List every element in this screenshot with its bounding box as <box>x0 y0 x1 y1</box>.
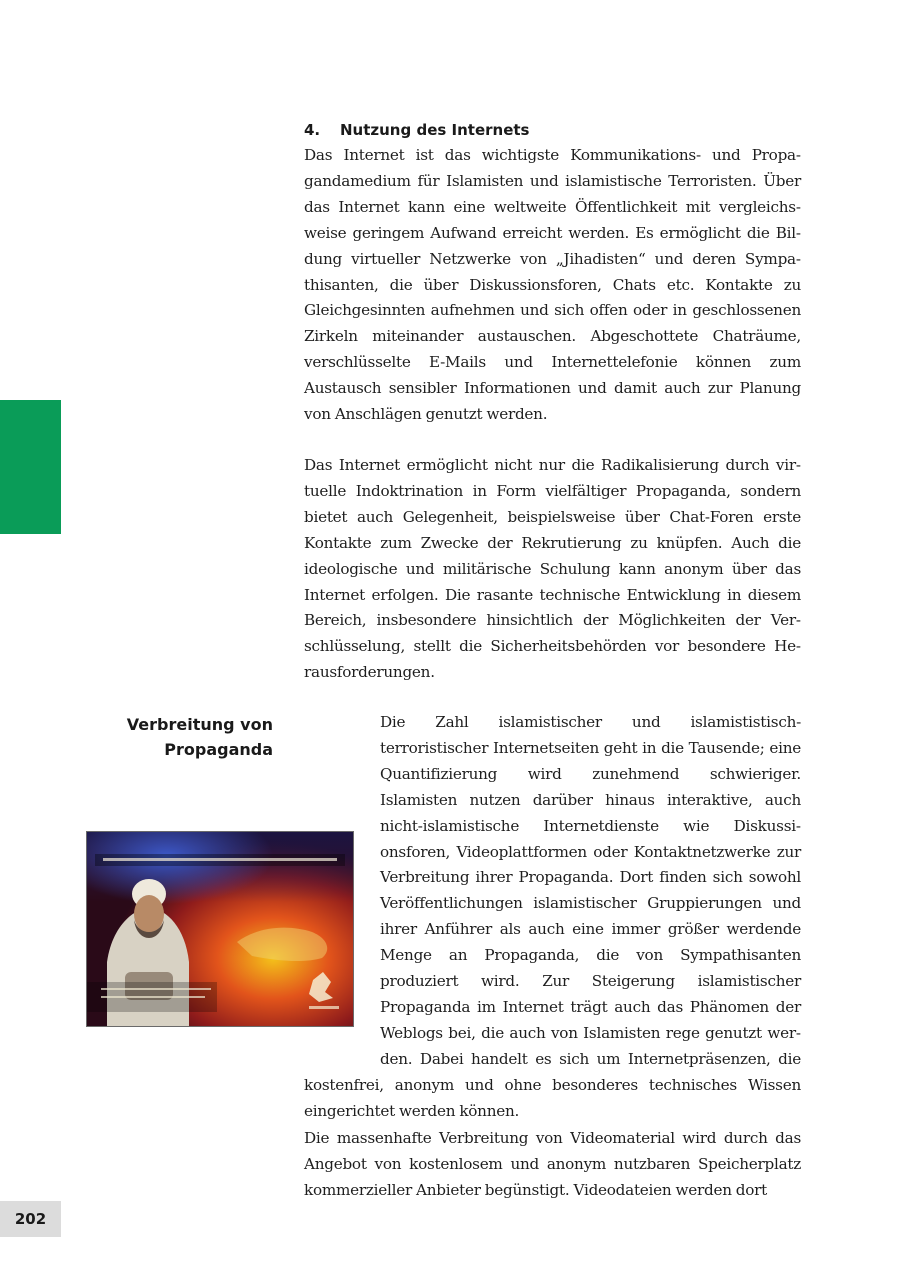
image-wrap-spacer <box>304 813 380 1047</box>
margin-heading <box>100 712 273 762</box>
section-heading <box>304 119 804 141</box>
paragraph-propaganda-text: Die Zahl islamistischer und islamististisch-terroristischer Internetseiten geht in die Tausende; eine Quantifizierung wird zunehmend schwieriger. Islamisten nutzen darüber hinaus interaktive, auch nicht-islamistische Internetdienste wie Diskussionsforen, Videoplattformen oder Kontaktnetzwerke zur Verbreitung ihrer Propaganda. Dort finden sich sowohl Veröffentlichungen islamistischer Gruppierungen und ihrer Anführer als auch eine immer größer werdende Menge an Propaganda, die von Sympathisanten produziert wird. Zur Steigerung islamistischer Propaganda im Internet trägt auch das Phänomen der Weblogs bei, die auch von Islamisten rege genutzt werden. Dabei handelt es sich um Internetpräsenzen, die kostenfrei, anonym und ohne besonderes technisches Wissen eingerichtet werden können. <box>304 713 801 1120</box>
page-number: 202 <box>0 1201 61 1237</box>
section-number: 4. <box>304 121 321 139</box>
chapter-marker-tab <box>0 400 61 534</box>
paragraph-video-material: Die massenhafte Verbreitung von Videomaterial wird durch das Angebot von kostenlosem und anonym nutzbaren Speicherplatz kommerzieller Anbieter begünstigt. Videodateien werden dort <box>304 1129 801 1199</box>
margin-heading-line-1: Verbreitung von <box>126 715 273 734</box>
margin-heading-line-2: Propaganda <box>164 740 273 759</box>
section-title: Nutzung des Internets <box>340 121 530 139</box>
paragraph-internet-usage: Das Internet ist das wichtigste Kommunikations- und Propagandamedium für Islamisten und islamistische Terroristen. Über das Internet kann eine weltweite Öffentlichkeit mit vergleichsweise geringem Aufwand erreicht werden. Es ermöglicht die Bildung virtueller Netzwerke von „Jihadisten“ und deren Sympathisanten, die über Diskussionsforen, Chats etc. Kontakte zu Gleichgesinnten aufnehmen und sich offen oder in geschlossenen Zirkeln miteinander austauschen. Abgeschottete Chaträume, verschlüsselte E-Mails und Internettelefonie können zum Austausch sensibler Informationen und damit auch zur Planung von Anschlägen genutzt werden. <box>304 146 801 424</box>
paragraph-propaganda-distribution <box>304 710 801 1125</box>
paragraph-radicalisation: Das Internet ermöglicht nicht nur die Radikalisierung durch virtuelle Indoktrination in Form vielfältiger Propaganda, sondern bietet auch Gelegenheit, beispielsweise über Chat-Foren erste Kontakte zum Zwecke der Rekrutierung zu knüpfen. Auch die ideologische und militärische Schulung kann anonym über das Internet erfolgen. Die rasante technische Entwicklung in diesem Bereich, insbesondere hinsichtlich der Möglichkeiten der Verschlüsselung, stellt die Sicherheitsbehörden vor besondere Herausforderungen. <box>304 456 801 682</box>
